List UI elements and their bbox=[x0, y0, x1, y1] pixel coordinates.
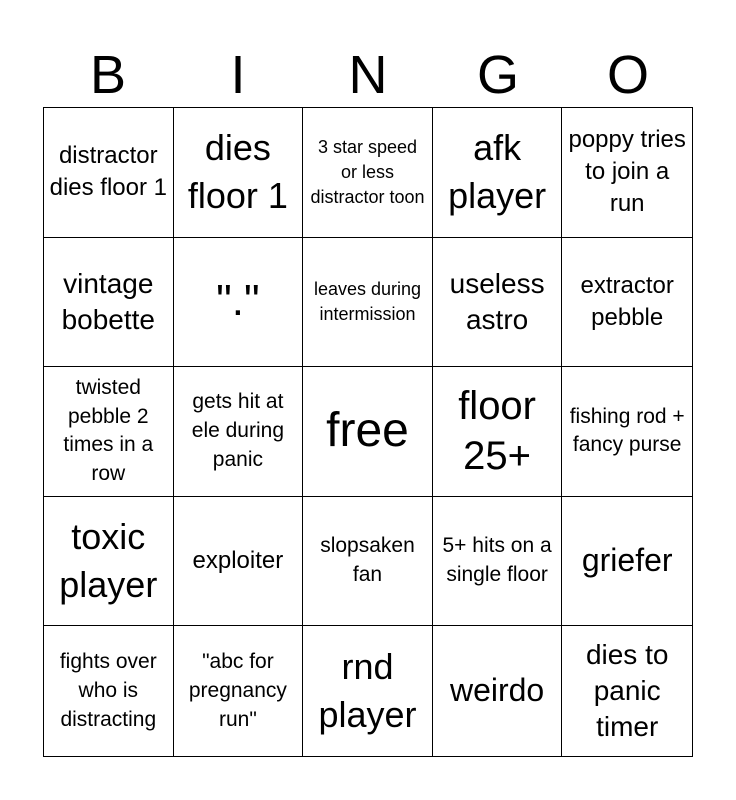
header-letter-g: G bbox=[476, 45, 519, 105]
bingo-cell[interactable]: "abc for pregnancy run" bbox=[174, 626, 304, 756]
bingo-cell[interactable]: exploiter bbox=[174, 497, 304, 627]
header-letter-b: B bbox=[89, 45, 127, 105]
bingo-cell[interactable]: gets hit at ele during panic bbox=[174, 367, 304, 497]
bingo-cell[interactable]: 3 star speed or less distractor toon bbox=[303, 108, 433, 238]
bingo-cell[interactable]: fights over who is distracting bbox=[44, 626, 174, 756]
bingo-cell[interactable]: distractor dies floor 1 bbox=[44, 108, 174, 238]
bingo-cell[interactable]: griefer bbox=[562, 497, 692, 627]
bingo-cell[interactable]: slopsaken fan bbox=[303, 497, 433, 627]
bingo-header bbox=[43, 44, 693, 106]
bingo-cell[interactable]: twisted pebble 2 times in a row bbox=[44, 367, 174, 497]
bingo-cell[interactable]: 5+ hits on a single floor bbox=[433, 497, 563, 627]
bingo-cell[interactable]: rnd player bbox=[303, 626, 433, 756]
bingo-cell[interactable]: dies to panic timer bbox=[585, 638, 669, 743]
bingo-cell[interactable]: useless astro bbox=[433, 238, 563, 368]
bingo-cell[interactable]: free bbox=[303, 367, 433, 497]
header-letter-o: O bbox=[606, 45, 649, 105]
bingo-cell[interactable]: toxic player bbox=[44, 497, 174, 627]
bingo-cell[interactable]: poppy tries to join a run bbox=[562, 108, 692, 238]
bingo-cell[interactable]: extractor pebble bbox=[562, 238, 692, 368]
bingo-board bbox=[43, 107, 693, 757]
bingo-cell[interactable]: "." bbox=[174, 238, 304, 368]
bingo-cell[interactable]: dies floor 1 bbox=[174, 108, 304, 238]
bingo-cell[interactable]: vintage bobette bbox=[44, 238, 174, 368]
header-letter-n: N bbox=[348, 45, 388, 105]
bingo-cell[interactable]: floor 25+ bbox=[433, 367, 563, 497]
header-letter-i: I bbox=[230, 45, 246, 105]
bingo-cell[interactable]: afk player bbox=[433, 108, 563, 238]
bingo-cell[interactable]: weirdo bbox=[433, 626, 563, 756]
bingo-cell[interactable]: fishing rod + fancy purse bbox=[562, 367, 692, 497]
bingo-cell[interactable]: leaves during intermission bbox=[303, 238, 433, 368]
